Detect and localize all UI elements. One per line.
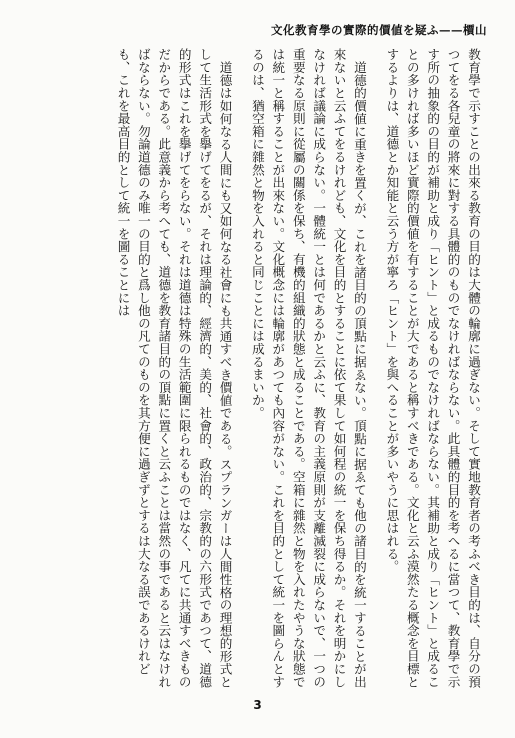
paragraph-2: 道德的價値に重きを置くが、これを諸目的の頂點に据ゑない。頂點に据ゑても他の諸目的を統一することが出來ないと云ふてをるけれども、文化を目的とすることに依て果して如何程の統一を保ち得るか。それを明かにしなければ議論に成らない。一體統一とは何であるかと云ふに、教育の主義原則が支離滅裂に成らないで、一つの重要なる原則に從屬の關係を保ち、有機的組織的狀態と成ることである。空箱に雜然と物を入れたやうな狀態では統一と稱することが出來ない。文化概念には輪廓があつても內容がない。これを目的として統一を圖らんとするのは、猶空箱に雜然と物を入れると同じことには成るまいか。 xyxy=(249,48,367,688)
running-head: 文化教育學の實際的價値を疑ふ——檟山 xyxy=(271,23,487,37)
paragraph-3: 道德は如何なる人間にも又如何なる社會にも共通すべき價値である。スプランガーは人間性格の理想的形式として生活形式を擧げてをるが、それは理論的、經濟的、美的、社會的、政治的、宗教的の六形式であつて、道德的形式はこれを擧げてをらない。それは道德は特殊の生活範圍に限られるものではなく、凡てに共通すべきものだからである。此意義から考へても、道德を教育諸目的の頂點に置くと云ふことは當然の事であると云はなければならない。勿論道德のみ唯一の目的と爲し他の凡てのものを其方便に過ぎずとするは大なる誤であるけれども、これを最高目的として統一を圖ることには xyxy=(115,48,233,688)
paragraph-gap xyxy=(369,48,381,690)
paragraph-1: 教育學で示すことの出來る教育の目的は大體の輪廓に過ぎない。そして實地教育者の考ふべき目的は、自分の預つてをる各兒童の將來に對する具體的のものでなければならない。此具體的目的を考へるに當つて、教育學で示す所の抽象的の目的が補助と成り「ヒント」と成るものでなければならない。其補助と成り「ヒント」と成ることの多ければ多いほど實際的價値を有することが大であると稱すべきである。文化と云ふ漠然たる概念を目標とするよりは、道德とか知能と云う方が寧ろ「ヒント」を與へることが多いやうに思はれる。 xyxy=(384,48,481,688)
body-text xyxy=(31,48,483,690)
paragraph-gap xyxy=(235,48,247,690)
page-number: 3 xyxy=(253,698,262,712)
